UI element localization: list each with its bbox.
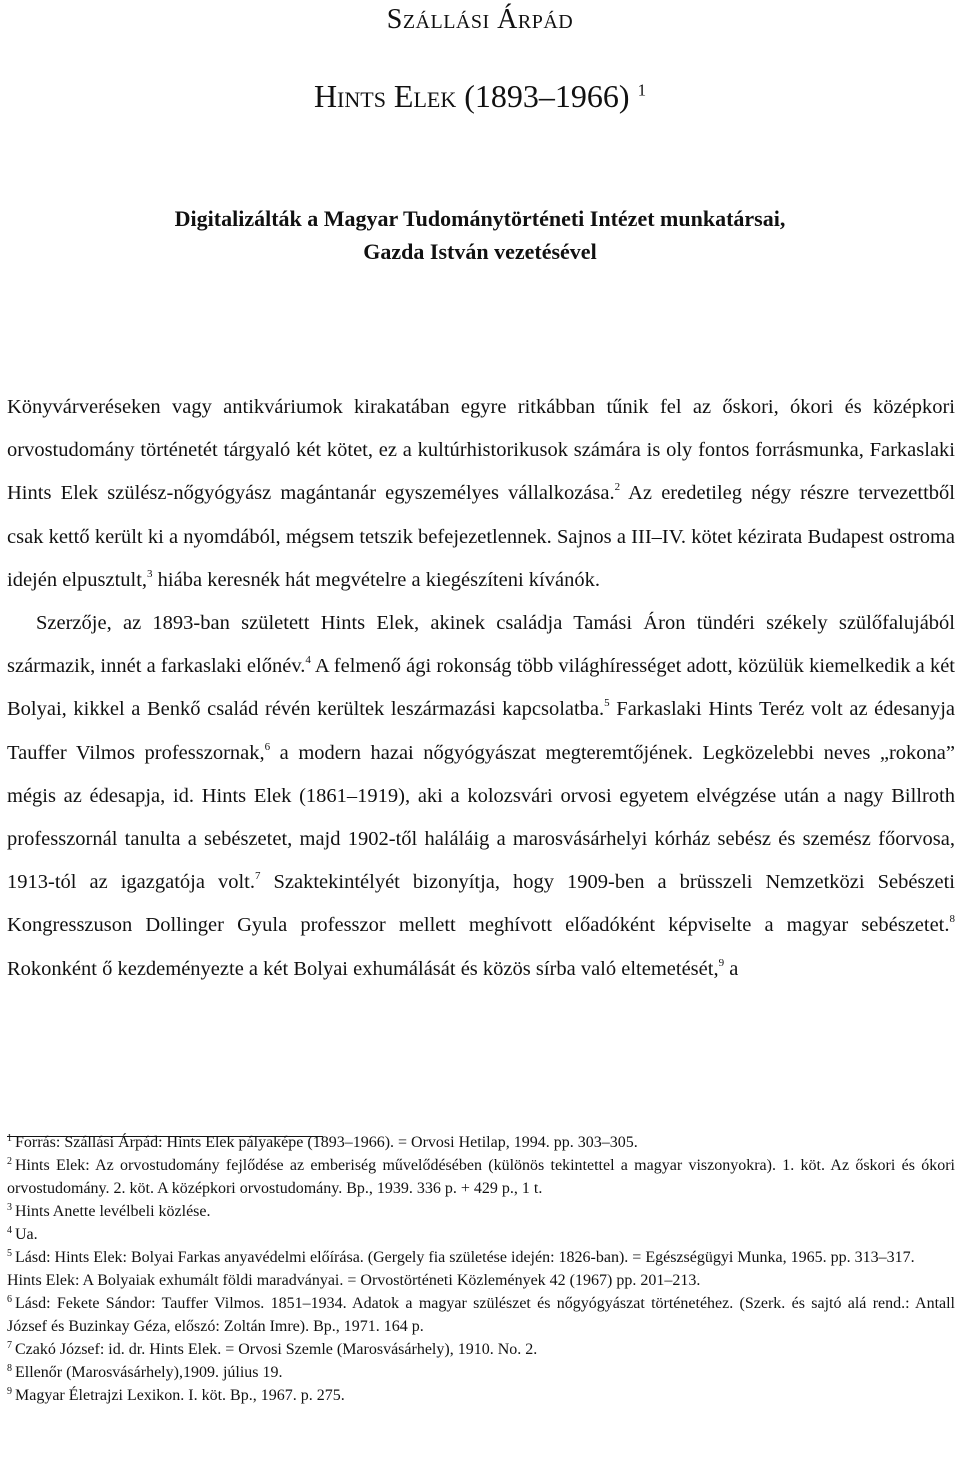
article-title xyxy=(0,78,960,115)
footnote-ref-9[interactable]: 9 xyxy=(718,956,725,969)
author-name: Szállási Árpád xyxy=(386,4,574,35)
footnote-number: 3 xyxy=(7,1202,12,1213)
footnote-7 xyxy=(7,1338,955,1361)
footnote-text: Ellenőr (Marosvásárhely),1909. július 19. xyxy=(15,1364,283,1381)
footnote-number: 1 xyxy=(7,1133,12,1144)
article-body xyxy=(7,386,955,991)
footnote-text: Lásd: Fekete Sándor: Tauffer Vilmos. 1851–1934. Adatok a magyar szülészet és nőgyógyászat történetéhez. (Szerk. és sajtó alá rend.: Antall József és Buzinkay Géza, előszó: Zoltán Imre). Bp., 1971. 164 p. xyxy=(7,1295,955,1335)
footnote-text: Magyar Életrajzi Lexikon. I. köt. Bp., 1967. p. 275. xyxy=(15,1387,345,1404)
footnote-number: 8 xyxy=(7,1363,12,1374)
text-segment: a xyxy=(724,957,739,980)
footnote-ref-3[interactable]: 3 xyxy=(147,567,153,580)
paragraph-2 xyxy=(7,602,955,991)
footnote-ref-6[interactable]: 6 xyxy=(264,740,271,753)
footnote-number: 6 xyxy=(7,1294,12,1305)
text-segment: Szerzője, az 1893-ban született Hints Elek, akinek családja Tamási Áron tündéri székely szülőfalujából származik, innét a farkaslaki előnév. xyxy=(7,612,955,678)
footnote-1 xyxy=(7,1131,955,1154)
footnote-4 xyxy=(7,1223,955,1246)
text-segment: a modern hazai nőgyógyászat megteremtőjének. Legközelebbi neves „rokona” mégis az édesapja, id. Hints Elek (1861–1919), aki a kolozsvári orvosi egyetem elvégzése után a nagy Billroth professzornál tanulta a sebészetet, majd 1902-től haláláig a marosvásárhelyi kórház sebész és szemész főorvosa, 1913-tól az igazgatója volt. xyxy=(7,741,955,894)
footnote-8 xyxy=(7,1361,955,1384)
footnote-number: 9 xyxy=(7,1386,12,1397)
text-segment: hiába keresnék hát megvételre a kiegészíteni kívánók. xyxy=(152,568,600,591)
title-text: Hints Elek (1893–1966) xyxy=(313,78,630,114)
footnote-text: Ua. xyxy=(15,1226,38,1243)
footnote-number: 2 xyxy=(7,1156,12,1167)
digitization-credit xyxy=(0,202,960,268)
text-segment: Könyvárveréseken vagy antikváriumok kirakatában egyre ritkábban tűnik fel az őskori, ókori és középkori orvostudomány történetét tárgyaló két kötet, ez a kultúrhistorikusok számára is oly fontos forrásmunka, Farkaslaki Hints Elek szülész-nőgyógyász magántanár egyszemélyes vállalkozása. xyxy=(7,396,955,505)
footnote-text: Czakó József: id. dr. Hints Elek. = Orvosi Szemle (Marosvásárhely), 1910. No. 2. xyxy=(15,1341,538,1358)
footnote-number: 4 xyxy=(7,1225,12,1236)
footnote-3 xyxy=(7,1200,955,1223)
footnote-2 xyxy=(7,1154,955,1200)
footnote-ref-2[interactable]: 2 xyxy=(614,481,621,494)
text-segment: Farkaslaki Hints Teréz volt az édesanyja Tauffer Vilmos professzornak, xyxy=(7,698,955,764)
footnote-text: Forrás: Szállási Árpád: Hints Elek pályaképe (1893–1966). = Orvosi Hetilap, 1994. pp. 303–305. xyxy=(15,1134,638,1151)
footnote-text: Hints Elek: A Bolyaiak exhumált földi maradványai. = Orvostörténeti Közlemények 42 (1967) pp. 201–213. xyxy=(7,1272,701,1289)
title-footnote-ref[interactable]: 1 xyxy=(637,80,647,100)
footnote-ref-7[interactable]: 7 xyxy=(254,870,261,883)
credit-line-2: Gazda István vezetésével xyxy=(363,239,597,264)
text-segment: Rokonként ő kezdeményezte a két Bolyai exhumálását és közös sírba való eltemetését, xyxy=(7,957,719,980)
text-segment: Az eredetileg négy részre tervezettből csak kettő került ki a nyomdából, mégsem tetszik befejezetlennek. Sajnos a III–IV. kötet kézirata Budapest ostroma idején elpusztult, xyxy=(7,482,955,591)
credit-line-1: Digitalizálták a Magyar Tudománytörténeti Intézet munkatársai, xyxy=(174,206,786,231)
footnote-6 xyxy=(7,1292,955,1338)
footnote-number: 7 xyxy=(7,1340,12,1351)
footnote-text: Hints Elek: Az orvostudomány fejlődése az emberiség művelődésében (különös tekintettel a magyar viszonyokra). 1. köt. Az őskori és ókori orvostudomány. 2. köt. A középkori orvostudomány. Bp., 1939. 336 p. + 429 p., 1 t. xyxy=(7,1157,955,1197)
footnote-5-continued xyxy=(7,1269,955,1292)
text-segment: A felmenő ági rokonság több világhírességet adott, közülük kiemelkedik a két Bolyai, kikkel a Benkő család révén kerültek leszármazási kapcsolatba. xyxy=(7,655,955,721)
footnote-ref-4[interactable]: 4 xyxy=(305,654,311,667)
footnote-ref-5[interactable]: 5 xyxy=(604,697,610,710)
footnote-ref-8[interactable]: 8 xyxy=(949,913,955,926)
footnote-5 xyxy=(7,1246,955,1269)
footnotes xyxy=(7,1131,955,1407)
footnote-text: Lásd: Hints Elek: Bolyai Farkas anyavédelmi előírása. (Gergely fia születése idején: 1826-ban). = Egészségügyi Munka, 1965. pp. 313–317. xyxy=(15,1249,915,1266)
text-segment: Szaktekintélyét bizonyítja, hogy 1909-ben a brüsszeli Nemzetközi Sebészeti Kongresszuson Dollinger Gyula professzor mellett meghívott előadóként képviselte a magyar sebészetet. xyxy=(7,871,955,937)
paragraph-1 xyxy=(7,386,955,602)
footnote-9 xyxy=(7,1384,955,1407)
footnote-text: Hints Anette levélbeli közlése. xyxy=(15,1203,211,1220)
footnote-number: 5 xyxy=(7,1248,12,1259)
